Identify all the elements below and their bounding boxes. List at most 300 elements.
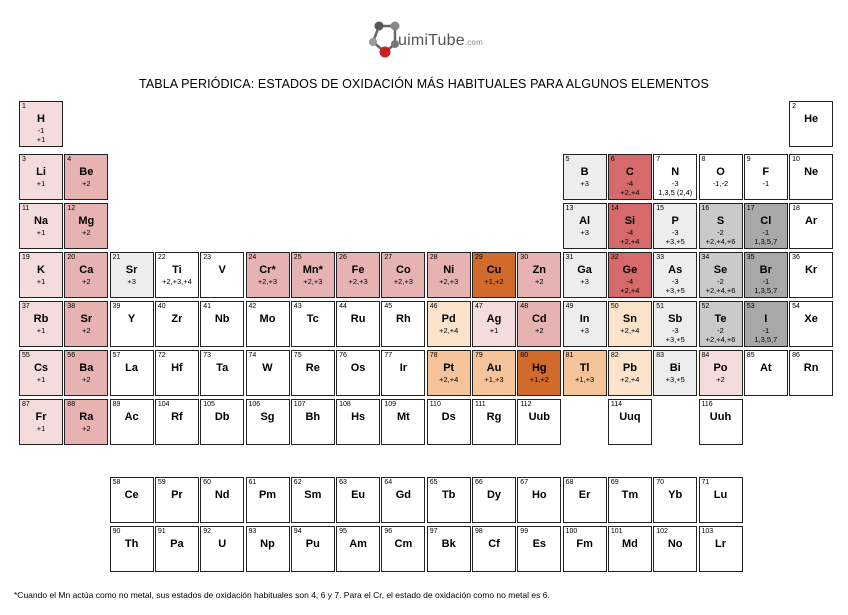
element-cell: [472, 301, 516, 347]
element-symbol: Hg: [531, 362, 547, 374]
element-symbol: Be: [79, 166, 94, 178]
element-symbol: Ga: [577, 264, 592, 276]
element-cell: [699, 399, 743, 445]
element-symbol: Na: [33, 215, 49, 227]
oxidation-states: +1: [36, 277, 46, 286]
atomic-number: 4: [67, 156, 72, 163]
element-symbol: Pb: [622, 362, 637, 374]
element-cell: [563, 350, 607, 396]
element-cell: [517, 350, 561, 396]
element-symbol: Rb: [33, 313, 49, 325]
footnote: *Cuando el Mn actúa como no metal, sus estados de oxidación habituales son 4, 6 y 7. Para el Cr, el estado de oxidación como no metal es 6.: [14, 590, 550, 600]
atomic-number: 100: [565, 528, 578, 535]
element-cell: [246, 301, 290, 347]
element-symbol: O: [716, 166, 725, 178]
element-symbol: Er: [578, 489, 591, 501]
oxidation-states: +1: [36, 326, 46, 335]
atomic-number: 45: [384, 303, 393, 310]
atomic-number: 9: [746, 156, 751, 163]
element-cell: [789, 252, 833, 298]
oxidation-states: -4: [626, 277, 634, 286]
element-symbol: Ds: [441, 411, 456, 423]
element-symbol: Uub: [528, 411, 550, 423]
element-cell: [608, 154, 652, 200]
element-symbol: Re: [305, 362, 320, 374]
element-cell: [789, 203, 833, 249]
element-cell: [110, 252, 154, 298]
element-cell: [608, 252, 652, 298]
atomic-number: 105: [203, 401, 215, 408]
element-symbol: Ra: [79, 411, 94, 423]
atomic-number: 66: [475, 479, 483, 486]
atomic-number: 17: [746, 205, 755, 212]
atomic-number: 29: [475, 254, 483, 261]
atomic-number: 39: [112, 303, 121, 310]
atomic-number: 7: [656, 156, 661, 163]
element-symbol: Ni: [443, 264, 455, 276]
element-cell: [653, 203, 697, 249]
atomic-number: 58: [112, 479, 121, 486]
oxidation-states: +2,+4: [620, 237, 640, 246]
element-cell: [472, 477, 516, 523]
element-symbol: Ti: [172, 264, 182, 276]
element-symbol: Db: [214, 411, 230, 423]
element-symbol: Cm: [394, 538, 413, 550]
element-cell: [200, 350, 244, 396]
oxidation-states: -1: [762, 179, 770, 188]
element-cell: [64, 350, 108, 396]
atomic-number: 34: [701, 254, 710, 261]
atomic-number: 51: [656, 303, 664, 310]
element-cell: [64, 154, 108, 200]
element-cell: [608, 301, 652, 347]
element-cell: [64, 399, 108, 445]
atomic-number: 73: [203, 352, 211, 359]
element-cell: [19, 101, 63, 147]
element-symbol: Mg: [78, 215, 95, 227]
element-cell: [110, 526, 154, 572]
atomic-number: 97: [429, 528, 438, 535]
atomic-number: 98: [475, 528, 483, 535]
element-cell: [699, 203, 743, 249]
element-symbol: Cf: [488, 538, 500, 550]
element-cell: [19, 252, 63, 298]
element-cell: [381, 526, 425, 572]
atomic-number: 69: [610, 479, 619, 486]
oxidation-states: -4: [626, 228, 634, 237]
atomic-number: 36: [792, 254, 800, 261]
element-cell: [155, 477, 199, 523]
element-cell: [291, 477, 335, 523]
element-cell: [336, 350, 380, 396]
atomic-number: 11: [22, 205, 30, 212]
atomic-number: 67: [520, 479, 529, 486]
element-cell: [246, 477, 290, 523]
logo-wordmark: [398, 32, 483, 50]
atomic-number: 88: [67, 401, 76, 408]
atomic-number: 76: [339, 352, 347, 359]
atomic-number: 27: [384, 254, 393, 261]
element-symbol: Bh: [305, 411, 321, 423]
element-symbol: Bk: [441, 538, 456, 550]
element-cell: [653, 526, 697, 572]
oxidation-states: +1: [489, 326, 499, 335]
element-cell: [155, 350, 199, 396]
oxidation-states: +1: [36, 228, 46, 237]
oxidation-states: +2: [535, 277, 544, 286]
element-symbol: Rf: [171, 411, 183, 423]
element-symbol: F: [762, 166, 770, 178]
element-cell: [744, 203, 788, 249]
element-symbol: Li: [36, 166, 46, 178]
element-cell: [789, 101, 833, 147]
element-symbol: Zr: [171, 313, 183, 325]
element-cell: [699, 526, 743, 572]
atomic-number: 93: [248, 528, 257, 535]
oxidation-states: +2,+3: [257, 277, 278, 286]
element-symbol: Np: [260, 538, 275, 550]
element-symbol: Ce: [124, 489, 139, 501]
page-title: TABLA PERIÓDICA: ESTADOS DE OXIDACIÓN MÁS HABITUALES PARA ALGUNOS ELEMENTOS: [139, 77, 709, 91]
atomic-number: 20: [67, 254, 76, 261]
atomic-number: 32: [610, 254, 619, 261]
element-cell: [246, 350, 290, 396]
oxidation-states: -3: [671, 326, 679, 335]
element-symbol: P: [671, 215, 679, 227]
element-symbol: H: [37, 113, 45, 125]
element-symbol: Uuh: [709, 411, 732, 423]
oxidation-states: +2: [82, 326, 91, 335]
oxidation-states: +2,+3,+4: [161, 277, 192, 286]
element-symbol: Au: [486, 362, 502, 374]
element-symbol: Ne: [804, 166, 819, 178]
atomic-number: 70: [656, 479, 664, 486]
element-symbol: Ta: [216, 362, 229, 374]
atomic-number: 28: [429, 254, 438, 261]
element-cell: [291, 252, 335, 298]
oxidation-states: -1,-2: [712, 179, 729, 188]
atomic-number: 114: [610, 401, 623, 408]
element-symbol: Mo: [259, 313, 276, 325]
element-symbol: N: [671, 166, 680, 178]
element-cell: [563, 203, 607, 249]
oxidation-states: +2,+4,+6: [705, 237, 736, 246]
atomic-number: 31: [565, 254, 574, 261]
element-symbol: As: [668, 264, 683, 276]
element-symbol: Pa: [170, 538, 184, 550]
element-cell: [517, 252, 561, 298]
element-symbol: Zn: [532, 264, 547, 276]
element-cell: [155, 399, 199, 445]
atomic-number: 18: [792, 205, 800, 212]
atomic-number: 5: [565, 156, 570, 163]
atomic-number: 50: [610, 303, 619, 310]
element-symbol: Co: [396, 264, 411, 276]
element-cell: [110, 301, 154, 347]
atomic-number: 90: [112, 528, 121, 535]
oxidation-states: +2: [82, 375, 91, 384]
atomic-number: 63: [339, 479, 347, 486]
element-cell: [744, 252, 788, 298]
atomic-number: 71: [701, 479, 710, 486]
element-symbol: Rg: [486, 411, 502, 423]
element-cell: [472, 399, 516, 445]
atomic-number: 15: [656, 205, 664, 212]
oxidation-states: +1,+3: [484, 375, 504, 384]
element-symbol: W: [262, 362, 273, 374]
element-cell: [563, 477, 607, 523]
atomic-number: 108: [339, 401, 351, 408]
element-symbol: Se: [713, 264, 728, 276]
element-cell: [699, 477, 743, 523]
oxidation-states: +1: [36, 375, 46, 384]
oxidation-states: +3: [580, 326, 589, 335]
element-symbol: Ba: [79, 362, 94, 374]
element-symbol: Pt: [443, 362, 455, 374]
oxidation-states: +2,+4: [620, 286, 640, 295]
atomic-number: 96: [384, 528, 393, 535]
element-cell: [110, 399, 154, 445]
oxidation-states: +1: [36, 135, 46, 144]
oxidation-states: +2,+3: [439, 277, 459, 286]
oxidation-states: +1,+2: [529, 375, 549, 384]
element-symbol: Hf: [171, 362, 183, 374]
element-cell: [336, 477, 380, 523]
element-symbol: Bi: [669, 362, 681, 374]
element-cell: [200, 399, 244, 445]
element-cell: [699, 301, 743, 347]
oxidation-states: +1,+2: [484, 277, 504, 286]
element-symbol: Eu: [351, 489, 366, 501]
element-symbol: K: [37, 264, 45, 276]
element-symbol: Y: [127, 313, 136, 325]
element-symbol: Pm: [258, 489, 277, 501]
element-symbol: Nd: [214, 489, 230, 501]
element-symbol: Tl: [579, 362, 590, 374]
atomic-number: 12: [67, 205, 76, 212]
atomic-number: 37: [22, 303, 30, 310]
element-cell: [246, 526, 290, 572]
atomic-number: 57: [112, 352, 121, 359]
element-cell: [472, 350, 516, 396]
atomic-number: 35: [746, 254, 755, 261]
atomic-number: 82: [610, 352, 619, 359]
atomic-number: 42: [248, 303, 257, 310]
oxidation-states: -3: [671, 228, 679, 237]
oxidation-states: +3,+5: [665, 335, 685, 344]
element-symbol: Pu: [305, 538, 320, 550]
oxidation-states: +2: [82, 277, 91, 286]
element-symbol: C: [625, 166, 634, 178]
element-symbol: Ir: [399, 362, 408, 374]
atomic-number: 26: [339, 254, 347, 261]
atomic-number: 116: [701, 401, 713, 408]
atomic-number: 86: [792, 352, 800, 359]
element-cell: [517, 477, 561, 523]
logo-domain: .com: [464, 38, 483, 47]
element-cell: [563, 301, 607, 347]
element-cell: [155, 252, 199, 298]
element-symbol: U: [218, 538, 227, 550]
element-symbol: Lu: [713, 489, 728, 501]
element-cell: [200, 252, 244, 298]
element-symbol: He: [804, 113, 819, 125]
oxidation-states: +2,+3: [348, 277, 368, 286]
atomic-number: 13: [565, 205, 574, 212]
element-cell: [608, 399, 652, 445]
atomic-number: 68: [565, 479, 574, 486]
atomic-number: 54: [792, 303, 800, 310]
oxidation-states: -1: [762, 277, 770, 286]
element-symbol: Am: [349, 538, 367, 550]
atomic-number: 83: [656, 352, 664, 359]
atomic-number: 56: [67, 352, 76, 359]
element-cell: [427, 301, 471, 347]
element-cell: [608, 477, 652, 523]
element-symbol: Ca: [79, 264, 94, 276]
element-symbol: Tc: [306, 313, 319, 325]
element-cell: [744, 154, 788, 200]
oxidation-states: +3: [580, 228, 589, 237]
element-cell: [427, 350, 471, 396]
atomic-number: 19: [22, 254, 30, 261]
element-symbol: Cd: [531, 313, 547, 325]
element-symbol: Hs: [351, 411, 366, 423]
oxidation-states: 1,3,5,7: [754, 286, 778, 295]
element-symbol: Mt: [396, 411, 410, 423]
element-cell: [744, 350, 788, 396]
atomic-number: 103: [701, 528, 714, 535]
oxidation-states: 1,3,5,7: [754, 335, 778, 344]
atomic-number: 94: [293, 528, 302, 535]
element-symbol: Ge: [622, 264, 638, 276]
element-symbol: In: [579, 313, 590, 325]
element-cell: [64, 301, 108, 347]
oxidation-states: -3: [671, 179, 679, 188]
oxidation-states: +3,+5: [665, 237, 685, 246]
atomic-number: 40: [157, 303, 166, 310]
atomic-number: 22: [157, 254, 166, 261]
oxidation-states: -3: [671, 277, 679, 286]
element-cell: [200, 301, 244, 347]
oxidation-states: +3: [580, 179, 589, 188]
element-cell: [653, 350, 697, 396]
element-symbol: Mn*: [302, 264, 323, 276]
atomic-number: 106: [248, 401, 261, 408]
element-symbol: Br: [759, 264, 772, 276]
oxidation-states: +2,+3: [303, 277, 323, 286]
atomic-number: 74: [248, 352, 257, 359]
atomic-number: 43: [293, 303, 302, 310]
element-cell: [381, 350, 425, 396]
element-cell: [291, 526, 335, 572]
element-symbol: Cr*: [259, 264, 276, 276]
atomic-number: 16: [701, 205, 710, 212]
element-cell: [64, 252, 108, 298]
element-cell: [336, 526, 380, 572]
oxidation-states: -2: [717, 277, 724, 286]
atomic-number: 95: [339, 528, 347, 535]
atomic-number: 46: [429, 303, 438, 310]
oxidation-states: 1,3,5,7: [754, 237, 778, 246]
element-symbol: Os: [350, 362, 366, 374]
element-cell: [789, 301, 833, 347]
element-cell: [200, 526, 244, 572]
element-cell: [246, 399, 290, 445]
atomic-number: 30: [520, 254, 529, 261]
element-cell: [517, 399, 561, 445]
oxidation-states: +3,+5: [665, 286, 685, 295]
element-cell: [472, 252, 516, 298]
element-symbol: B: [580, 166, 589, 178]
element-symbol: Fm: [576, 538, 593, 550]
element-cell: [19, 399, 63, 445]
element-symbol: Fe: [351, 264, 365, 276]
element-symbol: Sr: [125, 264, 138, 276]
atomic-number: 92: [203, 528, 211, 535]
atomic-number: 99: [520, 528, 529, 535]
atomic-number: 55: [22, 352, 30, 359]
element-cell: [155, 526, 199, 572]
element-cell: [608, 526, 652, 572]
atomic-number: 3: [22, 156, 26, 163]
element-symbol: Sg: [260, 411, 275, 423]
element-cell: [563, 154, 607, 200]
element-symbol: S: [716, 215, 725, 227]
atomic-number: 59: [157, 479, 166, 486]
atomic-number: 48: [520, 303, 529, 310]
atomic-number: 52: [701, 303, 710, 310]
element-symbol: Gd: [395, 489, 412, 501]
element-cell: [381, 399, 425, 445]
element-cell: [563, 526, 607, 572]
element-symbol: Uuq: [619, 411, 641, 423]
atomic-number: 53: [746, 303, 755, 310]
element-cell: [336, 399, 380, 445]
element-cell: [19, 203, 63, 249]
element-cell: [336, 252, 380, 298]
atomic-number: 80: [520, 352, 529, 359]
oxidation-states: +3: [127, 277, 136, 286]
atomic-number: 62: [293, 479, 302, 486]
element-cell: [110, 477, 154, 523]
element-cell: [608, 203, 652, 249]
atomic-number: 25: [293, 254, 302, 261]
atomic-number: 111: [475, 401, 486, 408]
element-symbol: Xe: [804, 313, 818, 325]
element-cell: [563, 252, 607, 298]
atomic-number: 24: [248, 254, 257, 261]
element-cell: [699, 154, 743, 200]
oxidation-states: +2,+3: [393, 277, 413, 286]
atomic-number: 10: [792, 156, 800, 163]
element-symbol: Ac: [124, 411, 139, 423]
logo-brand: uimiTube: [398, 32, 465, 49]
atomic-number: 81: [565, 352, 574, 359]
oxidation-states: +2: [716, 375, 725, 384]
element-symbol: Cl: [760, 215, 772, 227]
element-cell: [427, 252, 471, 298]
atomic-number: 91: [157, 528, 166, 535]
atomic-number: 79: [475, 352, 483, 359]
element-cell: [381, 301, 425, 347]
oxidation-states: +1,+3: [575, 375, 595, 384]
element-symbol: Cu: [486, 264, 502, 276]
element-cell: [699, 252, 743, 298]
element-symbol: V: [218, 264, 226, 276]
element-symbol: Tb: [441, 489, 456, 501]
atomic-number: 49: [565, 303, 574, 310]
